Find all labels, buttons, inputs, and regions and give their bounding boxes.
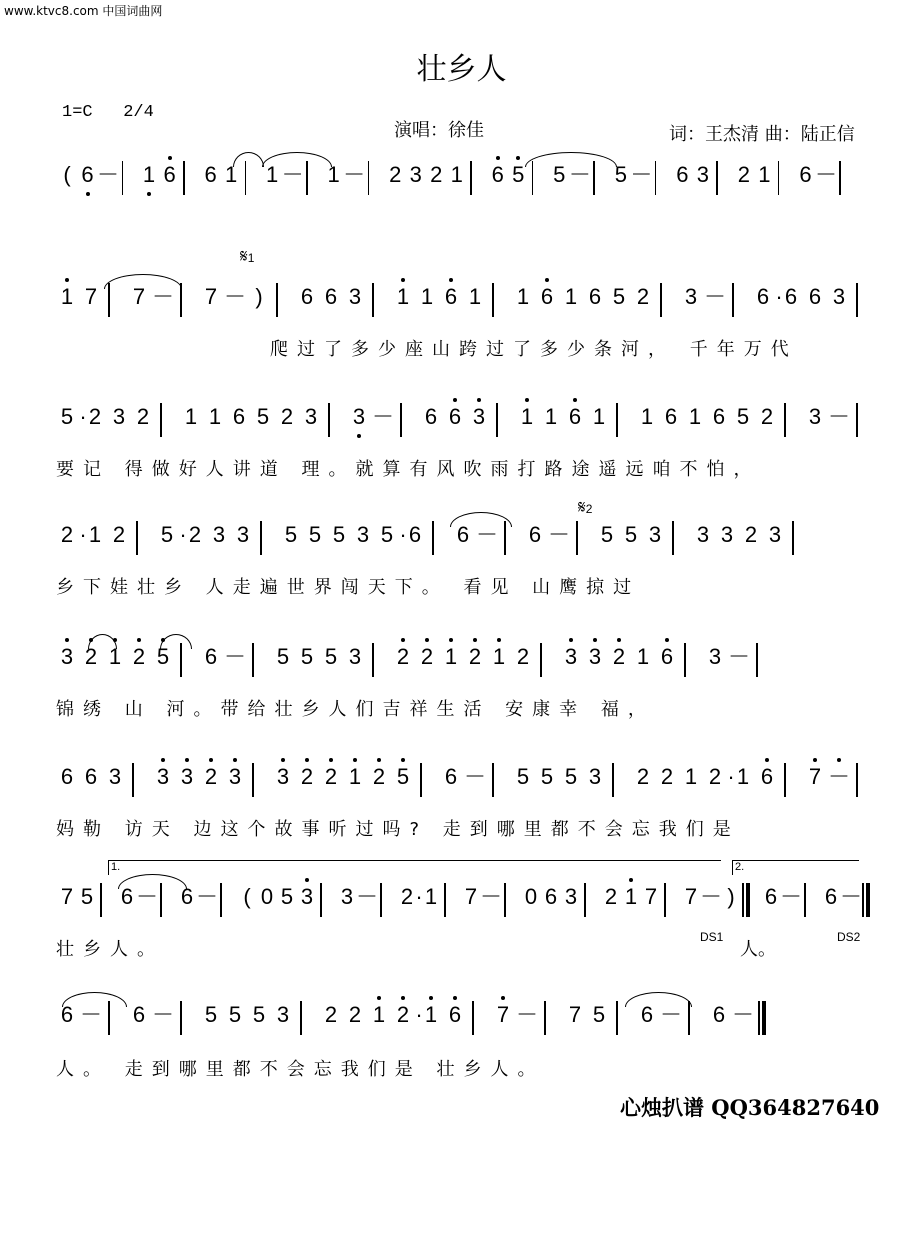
note: 1 [138, 162, 160, 188]
note: 2 [636, 284, 650, 309]
note: 6 [204, 162, 217, 187]
note: 7 [804, 764, 826, 790]
note: － [814, 162, 837, 187]
note: － [343, 162, 366, 187]
note: 6 [588, 284, 602, 309]
note: 6 [120, 884, 134, 909]
lyric-line: 壮乡人。 [56, 939, 164, 960]
octave-dot [377, 758, 381, 762]
octave-dot [501, 996, 505, 1000]
note: 2 [80, 644, 102, 670]
octave-dot [147, 192, 151, 196]
note: 6 [756, 284, 770, 309]
note: － [828, 404, 851, 429]
note: 3 [584, 644, 606, 670]
note: 6 [487, 162, 509, 188]
note: 5 [540, 764, 554, 789]
octave-dot [357, 434, 361, 438]
note: 6 [424, 404, 438, 429]
note: 1 [420, 284, 434, 309]
octave-dot [617, 638, 621, 642]
note: 5 [612, 284, 626, 309]
note: 3 [808, 404, 822, 429]
note: 3 [112, 404, 126, 429]
augmentation-dot: · [775, 284, 783, 309]
segno-icon: 𝄋 [240, 246, 248, 267]
note: 3 [272, 764, 294, 790]
note: 1 [392, 284, 414, 310]
octave-dot [813, 758, 817, 762]
octave-dot [401, 278, 405, 282]
note: 5 [152, 644, 174, 670]
note: 5 [60, 404, 74, 429]
note: 1 [592, 404, 606, 429]
octave-dot [453, 398, 457, 402]
note: 6 [799, 162, 812, 187]
note: 1 [56, 284, 78, 310]
note: 1 [620, 884, 642, 910]
note: － [780, 884, 803, 909]
note: 2 [416, 644, 438, 670]
note: 5 [507, 162, 529, 188]
note: 2 [112, 522, 126, 547]
note: 2 [324, 1002, 338, 1027]
note: 5 [614, 162, 627, 187]
note: 3 [296, 884, 318, 910]
lyric-line: 妈勒 访天 边这个故事听过吗? 走到哪里都不会忘我们是 [56, 819, 740, 840]
note: － [464, 764, 487, 789]
note: 6 [444, 404, 466, 430]
note: 3 [108, 764, 122, 789]
octave-dot [449, 638, 453, 642]
note: 1 [440, 644, 462, 670]
note: 5 [276, 644, 290, 669]
note: 2 [128, 644, 150, 670]
time-signature: 2/4 [123, 103, 154, 122]
note: 2 [708, 764, 722, 789]
note: 5 [592, 1002, 606, 1027]
octave-dot [496, 156, 500, 160]
note: － [196, 884, 219, 909]
octave-dot [629, 878, 633, 882]
octave-dot [137, 638, 141, 642]
note: 3 [768, 522, 782, 547]
octave-dot [545, 278, 549, 282]
note: 7 [492, 1002, 514, 1028]
octave-dot [573, 398, 577, 402]
note: 3 [152, 764, 174, 790]
note: 6 [564, 404, 586, 430]
note: 3 [212, 522, 226, 547]
note: 6 [536, 284, 558, 310]
octave-dot [209, 758, 213, 762]
note: ) [255, 284, 263, 309]
note: 3 [176, 764, 198, 790]
note: － [568, 162, 591, 187]
octave-dot [429, 996, 433, 1000]
note: － [840, 884, 863, 909]
note: － [356, 884, 379, 909]
note: 7 [684, 884, 698, 909]
volta-bracket-1: 1. [108, 860, 721, 875]
note: 7 [644, 884, 658, 909]
page-title: 壮乡人 [416, 52, 507, 87]
note: 1 [736, 764, 750, 789]
note: 6 [784, 284, 798, 309]
note: 3 [708, 644, 722, 669]
note: 6 [528, 522, 542, 547]
note: 1 [224, 162, 238, 187]
note: 6 [324, 284, 338, 309]
note: 6 [712, 404, 726, 429]
note: 1 [184, 404, 198, 429]
augmentation-dot: · [415, 1002, 423, 1027]
note: 6 [180, 884, 194, 909]
note: 6 [764, 884, 778, 909]
note: 5 [300, 644, 314, 669]
note: － [224, 644, 247, 669]
note: 2 [430, 162, 443, 187]
note: 2 [464, 644, 486, 670]
note: 6 [60, 1002, 74, 1027]
note: 2 [368, 764, 390, 790]
note: 5 [553, 162, 566, 187]
octave-dot [453, 996, 457, 1000]
note: 3 [348, 644, 362, 669]
note: 1 [424, 884, 438, 909]
note: 5 [280, 884, 294, 909]
credits: 词：王杰清 曲：陆正信 [669, 124, 855, 145]
octave-dot [329, 758, 333, 762]
note: 6 [204, 644, 218, 669]
note: 6 [77, 162, 99, 188]
octave-dot [473, 638, 477, 642]
note: 2 [136, 404, 150, 429]
note: 7 [60, 884, 74, 909]
segno-2: 𝄋2 [578, 497, 593, 518]
note: 3 [340, 884, 354, 909]
note: － [476, 522, 499, 547]
note: 3 [720, 522, 734, 547]
note: 2 [608, 644, 630, 670]
note: 5 [228, 1002, 242, 1027]
note: 1 [640, 404, 654, 429]
note: 6 [544, 884, 558, 909]
note: 1 [450, 162, 463, 187]
note: 1 [88, 522, 102, 547]
note: － [224, 284, 247, 309]
octave-dot [449, 278, 453, 282]
note: 3 [236, 522, 250, 547]
singer: 演唱：徐佳 [394, 120, 484, 141]
note: 1 [208, 404, 222, 429]
octave-dot [353, 758, 357, 762]
transcriber-signature: 心烛扒谱 QQ364827640 [620, 1095, 880, 1120]
note: 1 [636, 644, 650, 669]
augmentation-dot: · [415, 884, 423, 909]
note: 6 [824, 884, 838, 909]
augmentation-dot: · [79, 404, 87, 429]
note: 6 [408, 522, 422, 547]
note: 1 [368, 1002, 390, 1028]
lyric-line: 乡下娃壮乡 人走遍世界闯天下。 看见 山鹰掠过 [56, 577, 641, 598]
note: 1 [266, 162, 279, 187]
octave-dot [401, 638, 405, 642]
note: 2 [320, 764, 342, 790]
note: 5 [332, 522, 346, 547]
note: 3 [468, 404, 490, 430]
note: 7 [204, 284, 218, 309]
note: 5 [256, 404, 270, 429]
note: 1 [488, 644, 510, 670]
note: － [630, 162, 653, 187]
note: 1 [684, 764, 698, 789]
note: 7 [84, 284, 98, 309]
note: ) [727, 884, 735, 909]
note: 6 [232, 404, 246, 429]
note: － [728, 644, 751, 669]
note: － [548, 522, 571, 547]
octave-dot [185, 758, 189, 762]
note: － [152, 284, 175, 309]
note: 5 [380, 522, 394, 547]
note: 6 [444, 1002, 466, 1028]
octave-dot [477, 398, 481, 402]
note: 3 [696, 162, 710, 187]
note: 6 [808, 284, 822, 309]
note: 1 [758, 162, 771, 187]
note: ( [63, 162, 71, 187]
note: 7 [568, 1002, 582, 1027]
score-line [52, 150, 872, 210]
note: 6 [712, 1002, 726, 1027]
note: － [152, 1002, 175, 1027]
note: 5 [80, 884, 94, 909]
octave-dot [401, 996, 405, 1000]
note: 2 [60, 522, 74, 547]
note: 1 [688, 404, 702, 429]
note: 7 [132, 284, 146, 309]
score-line [52, 990, 872, 1050]
note: － [136, 884, 159, 909]
octave-dot [65, 278, 69, 282]
note: － [281, 162, 304, 187]
note: 2 [604, 884, 618, 909]
note: 6 [159, 162, 181, 188]
note: 2 [744, 522, 758, 547]
octave-dot [305, 758, 309, 762]
octave-dot [65, 638, 69, 642]
octave-dot [665, 638, 669, 642]
note: － [700, 884, 723, 909]
octave-dot [305, 878, 309, 882]
note: 1 [564, 284, 578, 309]
note: 3 [276, 1002, 290, 1027]
note: 0 [524, 884, 538, 909]
augmentation-dot: · [79, 522, 87, 547]
note: 6 [440, 284, 462, 310]
segno-1: 𝄋1 [240, 246, 255, 267]
segno-icon: 𝄋 [578, 497, 586, 518]
note: 2 [660, 764, 674, 789]
octave-dot [569, 638, 573, 642]
octave-dot [516, 156, 520, 160]
note: 5 [516, 764, 530, 789]
note: 5 [204, 1002, 218, 1027]
note: 7 [464, 884, 478, 909]
note: － [80, 1002, 103, 1027]
note: 3 [304, 404, 318, 429]
note: 0 [260, 884, 274, 909]
note: 2 [636, 764, 650, 789]
octave-dot [593, 638, 597, 642]
note: 1 [468, 284, 482, 309]
note: 1 [344, 764, 366, 790]
note: 6 [756, 764, 778, 790]
note: 3 [648, 522, 662, 547]
note: 1 [544, 404, 558, 429]
note: 1 [516, 284, 530, 309]
note: 3 [356, 522, 370, 547]
note: 6 [640, 1002, 654, 1027]
note: － [372, 404, 395, 429]
lyric-line: 人。 走到哪里都不会忘我们是 壮乡人。 [56, 1059, 545, 1080]
note: 1 [327, 162, 340, 187]
octave-dot [168, 156, 172, 160]
note: 6 [456, 522, 470, 547]
note: 6 [84, 764, 98, 789]
note: － [516, 1002, 539, 1027]
octave-dot [161, 758, 165, 762]
note: 2 [296, 764, 318, 790]
note: 5 [284, 522, 298, 547]
note: 2 [88, 404, 102, 429]
lyric-volta-2: 人。 [740, 939, 776, 960]
octave-dot [281, 758, 285, 762]
key-and-time [62, 103, 154, 122]
augmentation-dot: · [399, 522, 407, 547]
score-line [52, 752, 872, 812]
note: － [97, 162, 120, 187]
octave-dot [525, 398, 529, 402]
note: 2 [737, 162, 751, 187]
volta-bracket-2: 2. [732, 860, 859, 875]
note: 2 [280, 404, 294, 429]
octave-dot [497, 638, 501, 642]
note: 6 [300, 284, 314, 309]
note: 6 [656, 644, 678, 670]
note: 6 [444, 764, 458, 789]
site-header: www.ktvc8.com 中国词曲网 [4, 4, 163, 18]
note: 3 [564, 884, 578, 909]
note: 3 [832, 284, 846, 309]
note: － [704, 284, 727, 309]
note: 3 [560, 644, 582, 670]
note: 5 [160, 522, 174, 547]
note: 3 [56, 644, 78, 670]
lyric-line: 锦绣 山 河。带给壮乡人们吉祥生活 安康幸 福， [56, 699, 655, 720]
note: 2 [760, 404, 774, 429]
augmentation-dot: · [179, 522, 187, 547]
note: 2 [392, 1002, 414, 1028]
note: 5 [624, 522, 638, 547]
ds-2-mark: DS2 [837, 930, 861, 944]
note: 2 [200, 764, 222, 790]
note: 1 [104, 644, 126, 670]
note: 3 [696, 522, 710, 547]
note: 3 [684, 284, 698, 309]
note: 5 [392, 764, 414, 790]
note: 5 [600, 522, 614, 547]
lyric-line: 爬过了多少座山跨过了多少条河， 千年万代 [270, 339, 798, 360]
score-line [52, 392, 872, 452]
note: 2 [348, 1002, 362, 1027]
octave-dot [837, 758, 841, 762]
note: 5 [308, 522, 322, 547]
note: 5 [736, 404, 750, 429]
note: 6 [60, 764, 74, 789]
note: 6 [664, 404, 678, 429]
octave-dot [401, 758, 405, 762]
augmentation-dot: · [727, 764, 735, 789]
note: － [480, 884, 503, 909]
note: 3 [348, 284, 362, 309]
note: 3 [409, 162, 422, 187]
note: 3 [224, 764, 246, 790]
note: － [660, 1002, 683, 1027]
note: 5 [564, 764, 578, 789]
octave-dot [86, 192, 90, 196]
note: － [732, 1002, 755, 1027]
key-signature: 1=C [62, 103, 93, 122]
note: － [828, 764, 850, 790]
octave-dot [377, 996, 381, 1000]
octave-dot [233, 758, 237, 762]
note: 1 [516, 404, 538, 430]
note: ( [243, 884, 251, 909]
octave-dot [765, 758, 769, 762]
note: 2 [188, 522, 202, 547]
lyric-line: 要记 得做好人讲道 理。就算有风吹雨打路途遥远咱不怕， [56, 459, 761, 480]
note: 3 [588, 764, 602, 789]
note: 6 [132, 1002, 146, 1027]
note: 6 [676, 162, 689, 187]
note: 2 [392, 644, 414, 670]
note: 5 [324, 644, 338, 669]
note: 2 [389, 162, 402, 187]
note: 3 [348, 404, 370, 430]
note: 5 [252, 1002, 266, 1027]
octave-dot [425, 638, 429, 642]
note: 2 [400, 884, 414, 909]
ds-1-mark: DS1 [700, 930, 724, 944]
note: 1 [420, 1002, 442, 1028]
note: 2 [516, 644, 530, 669]
